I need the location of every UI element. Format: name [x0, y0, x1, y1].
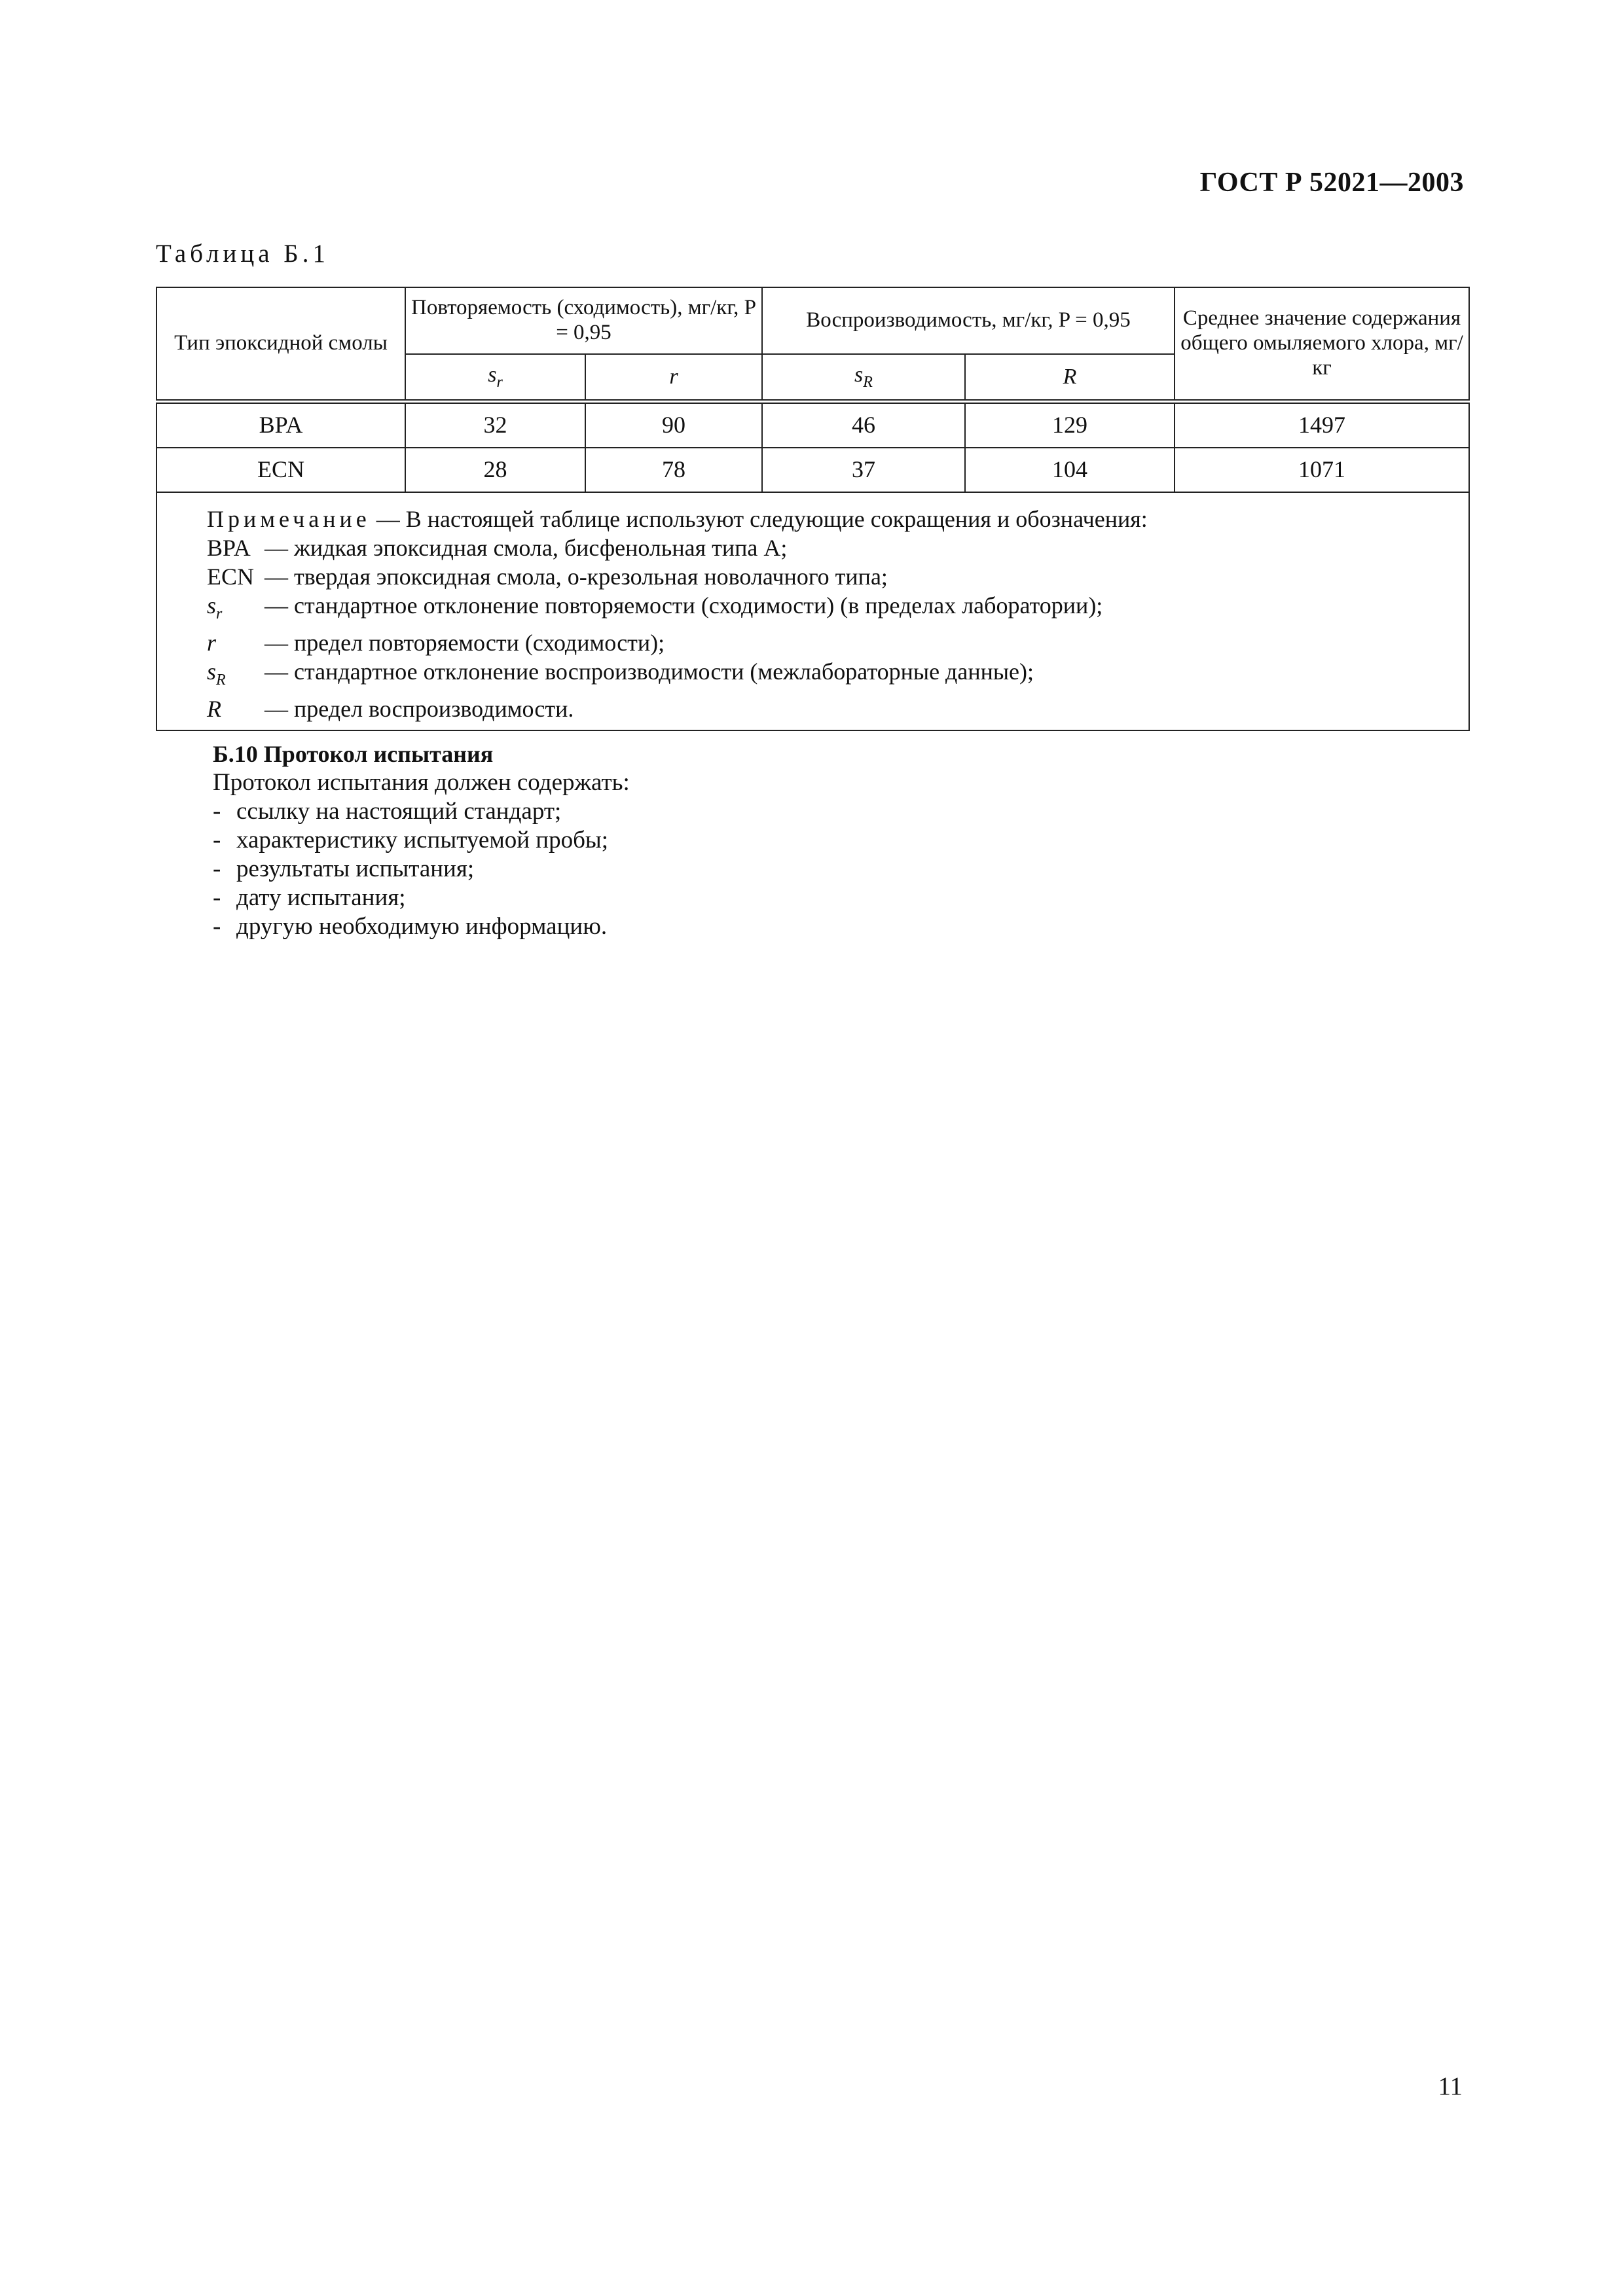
- note-symbol-base: s: [207, 592, 217, 619]
- header-r: r: [585, 354, 762, 402]
- note-item: [207, 533, 1468, 562]
- note-symbol-sub: r: [216, 605, 223, 623]
- note-definition: — твердая эпоксидная смола, о-крезольная новолачного типа;: [264, 564, 888, 590]
- note-item: [207, 591, 1468, 628]
- list-item-text: результаты испытания;: [236, 855, 475, 882]
- bullet-mark: -: [213, 798, 221, 825]
- table-cell: ECN: [156, 448, 405, 492]
- note-item: [207, 657, 1468, 694]
- list-item-text: другую необходимую информацию.: [236, 913, 608, 940]
- table-note-row: [156, 492, 1469, 730]
- section-intro: Протокол испытания должен содержать:: [213, 769, 630, 796]
- note-symbol: [207, 657, 264, 694]
- note-definition: — жидкая эпоксидная смола, бисфенольная типа А;: [264, 535, 788, 561]
- table-caption: Таблица Б.1: [156, 240, 329, 268]
- note-definition: — стандартное отклонение повторяемости (сходимости) (в пределах лаборатории);: [264, 592, 1103, 619]
- note-symbol: BPA: [207, 535, 251, 561]
- note-lead: Примечание: [207, 506, 371, 532]
- table-cell: 46: [762, 402, 965, 448]
- header-sR: [762, 354, 965, 402]
- header-sr-base: s: [488, 363, 497, 387]
- note-symbol: ECN: [207, 564, 254, 590]
- list-item-text: характеристику испытуемой пробы;: [236, 827, 609, 853]
- header-resin-type: Тип эпоксидной смолы: [156, 287, 405, 402]
- bullet-mark: -: [213, 827, 221, 853]
- list-item: [213, 912, 630, 941]
- note-symbol: R: [207, 696, 221, 723]
- note-symbol-sub: R: [216, 672, 226, 689]
- note-item: [207, 694, 1468, 723]
- header-sr-sub: r: [496, 374, 503, 391]
- list-item: [213, 797, 630, 826]
- list-item-text: дату испытания;: [236, 884, 406, 911]
- table-cell: 1071: [1175, 448, 1469, 492]
- section-test-report: [213, 740, 630, 941]
- header-reproducibility: Воспроизводимость, мг/кг, P = 0,95: [762, 287, 1175, 354]
- results-table: [156, 287, 1470, 731]
- note-symbol: [207, 591, 264, 628]
- list-item: [213, 884, 630, 912]
- table-cell: 32: [405, 402, 585, 448]
- header-sR-base: s: [854, 363, 864, 387]
- header-sR-sub: R: [863, 374, 873, 391]
- table-cell: BPA: [156, 402, 405, 448]
- note-item: [207, 628, 1468, 657]
- note-definition: — предел повторяемости (сходимости);: [264, 630, 665, 656]
- table-cell: 104: [965, 448, 1175, 492]
- list-item: [213, 826, 630, 855]
- list-item: [213, 855, 630, 884]
- list-item-text: ссылку на настоящий стандарт;: [236, 798, 562, 825]
- page-number: 11: [1438, 2072, 1463, 2100]
- header-repeatability: Повторяемость (сходимость), мг/кг, P = 0,95: [405, 287, 762, 354]
- note-symbol: r: [207, 630, 217, 656]
- note-definition: — предел воспроизводимости.: [264, 696, 574, 723]
- note-intro-text: — В настоящей таблице используют следующие сокращения и обозначения:: [370, 506, 1148, 532]
- header-sr: [405, 354, 585, 402]
- table-row: [156, 402, 1469, 448]
- bullet-mark: -: [213, 913, 221, 940]
- bullet-mark: -: [213, 884, 221, 911]
- table-cell: 1497: [1175, 402, 1469, 448]
- table-header-row: [156, 287, 1469, 354]
- section-title: Б.10 Протокол испытания: [213, 741, 494, 767]
- note-intro: [207, 505, 1468, 533]
- table-row: [156, 448, 1469, 492]
- note-item: [207, 562, 1468, 591]
- table-note: [156, 492, 1469, 730]
- note-intro-line: [207, 505, 1468, 533]
- table-cell: 28: [405, 448, 585, 492]
- header-R: R: [965, 354, 1175, 402]
- bullet-mark: -: [213, 855, 221, 882]
- table-cell: 37: [762, 448, 965, 492]
- note-definition: — стандартное отклонение воспроизводимости (межлабораторные данные);: [264, 658, 1034, 685]
- table-cell: 129: [965, 402, 1175, 448]
- standard-header: ГОСТ Р 52021—2003: [1199, 168, 1464, 198]
- header-mean-chlorine: Среднее значение содержания общего омыляемого хлора, мг/кг: [1175, 287, 1469, 402]
- table-cell: 90: [585, 402, 762, 448]
- note-symbol-base: s: [207, 658, 217, 685]
- table-cell: 78: [585, 448, 762, 492]
